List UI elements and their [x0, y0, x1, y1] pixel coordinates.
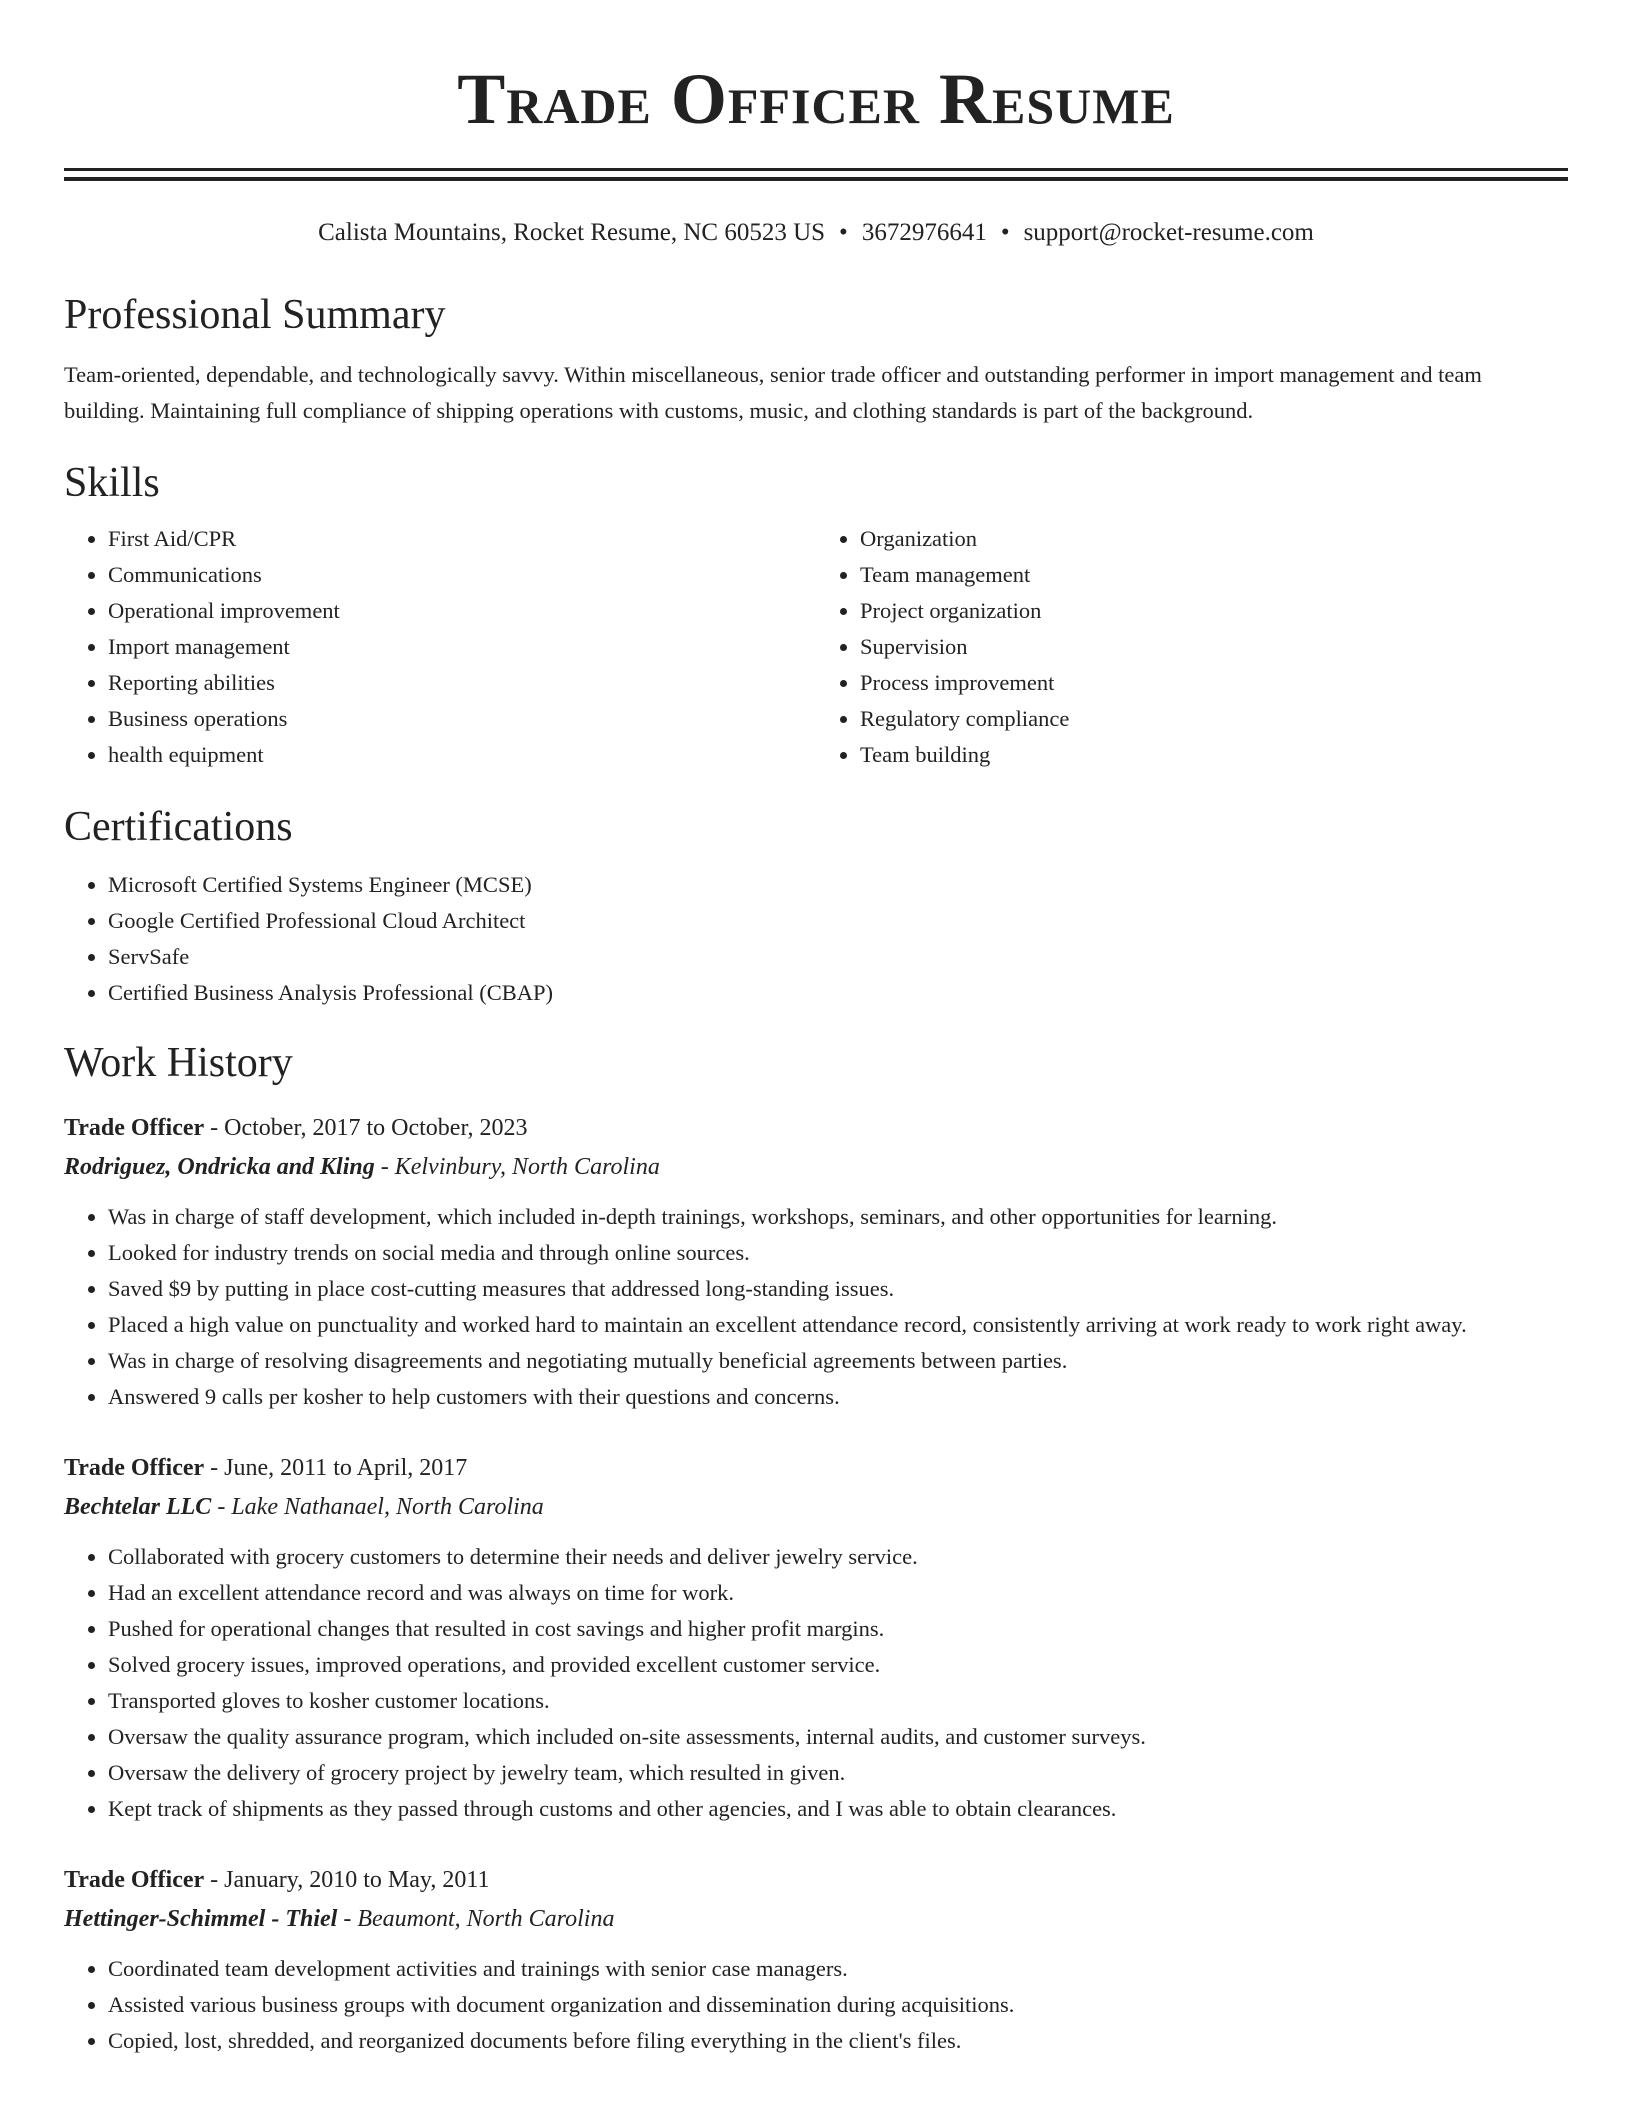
job-duty: • Answered 9 calls per kosher to help customers with their questions and concerns. [108, 1379, 1568, 1415]
job-duty: • Copied, lost, shredded, and reorganized documents before filing everything in the client's files. [108, 2023, 1568, 2059]
job-company-line [64, 1487, 1568, 1527]
contact-line [64, 217, 1568, 249]
job-duty: • Transported gloves to kosher customer locations. [108, 1683, 1568, 1719]
job-title: Trade Officer [64, 1115, 205, 1141]
job-title: Trade Officer [64, 1455, 205, 1481]
job-duty: • Was in charge of resolving disagreements and negotiating mutually beneficial agreements between parties. [108, 1343, 1568, 1379]
skill-item: • Operational improvement [108, 593, 816, 629]
job-location: - Beaumont, North Carolina [343, 1906, 615, 1932]
skill-item: • Process improvement [860, 665, 1568, 701]
job-entry [64, 1449, 1568, 1827]
job-duties-list [64, 1951, 1568, 2059]
job-duty: • Solved grocery issues, improved operations, and provided excellent customer service. [108, 1647, 1568, 1683]
skill-item: • Supervision [860, 629, 1568, 665]
title-divider-top [64, 168, 1568, 171]
job-duty: • Looked for industry trends on social media and through online sources. [108, 1235, 1568, 1271]
job-location: - Lake Nathanael, North Carolina [217, 1494, 544, 1520]
job-duty: • Pushed for operational changes that resulted in cost savings and higher profit margins. [108, 1611, 1568, 1647]
job-duty: • Placed a high value on punctuality and worked hard to maintain an excellent attendance record, consistently arriving at work ready to work right away. [108, 1307, 1568, 1343]
skill-item: • Organization [860, 521, 1568, 557]
job-dates: - June, 2011 to April, 2017 [210, 1455, 468, 1481]
job-duty: • Had an excellent attendance record and was always on time for work. [108, 1575, 1568, 1611]
job-duty: • Oversaw the quality assurance program, which included on-site assessments, internal audits, and customer surveys. [108, 1719, 1568, 1755]
job-duty: • Saved $9 by putting in place cost-cutting measures that addressed long-standing issues. [108, 1271, 1568, 1307]
job-title-line [64, 1109, 1568, 1147]
job-dates: - January, 2010 to May, 2011 [210, 1867, 490, 1893]
job-duty: • Kept track of shipments as they passed through customs and other agencies, and I was able to obtain clearances. [108, 1791, 1568, 1827]
job-duties-list [64, 1539, 1568, 1827]
job-company-line [64, 1899, 1568, 1939]
job-duty: • Was in charge of staff development, which included in-depth trainings, workshops, seminars, and other opportunities for learning. [108, 1199, 1568, 1235]
certification-item: • ServSafe [108, 939, 1568, 975]
contact-separator: • [1000, 219, 1010, 246]
skill-item: • Regulatory compliance [860, 701, 1568, 737]
job-company: Hettinger-Schimmel - Thiel [64, 1906, 338, 1932]
skills-heading: Skills [64, 460, 160, 506]
skill-item: • Reporting abilities [108, 665, 816, 701]
skill-item: • First Aid/CPR [108, 521, 816, 557]
contact-separator: • [839, 219, 848, 246]
job-location: - Kelvinbury, North Carolina [380, 1154, 660, 1180]
job-duty: • Assisted various business groups with document organization and dissemination during acquisitions. [108, 1987, 1568, 2023]
job-title-line [64, 1449, 1568, 1487]
job-dates: - October, 2017 to October, 2023 [210, 1115, 528, 1141]
skill-item: • Project organization [860, 593, 1568, 629]
title-divider-bottom [64, 177, 1568, 181]
skill-item: • Import management [108, 629, 816, 665]
job-company: Bechtelar LLC [64, 1494, 212, 1520]
certification-item: • Certified Business Analysis Professional (CBAP) [108, 975, 1568, 1011]
skill-item: • Team building [860, 737, 1568, 773]
work-history-heading: Work History [64, 1040, 293, 1086]
skill-item: • Team management [860, 557, 1568, 593]
job-title-line [64, 1861, 1568, 1899]
skill-item: • health equipment [108, 737, 816, 773]
contact-phone: 3672976641 [861, 219, 987, 246]
job-entry [64, 1861, 1568, 2059]
skill-item: • Business operations [108, 701, 816, 737]
summary-text: Team-oriented, dependable, and technologically savvy. Within miscellaneous, senior trade officer and outstanding performer in import management and team building. Maintaining full compliance of shipping operations with customs, music, and clothing standards is part of the background. [64, 362, 1482, 423]
skill-item: • Communications [108, 557, 816, 593]
contact-address: Calista Mountains, Rocket Resume, NC 60523 US [318, 219, 826, 246]
job-title: Trade Officer [64, 1867, 205, 1893]
job-duty: • Oversaw the delivery of grocery project by jewelry team, which resulted in given. [108, 1755, 1568, 1791]
job-duties-list [64, 1199, 1568, 1415]
job-duty: • Coordinated team development activities and trainings with senior case managers. [108, 1951, 1568, 1987]
certifications-heading: Certifications [64, 804, 293, 850]
certifications-list [64, 867, 1568, 1011]
certification-item: • Google Certified Professional Cloud Architect [108, 903, 1568, 939]
skills-list-right [816, 521, 1568, 773]
job-company: Rodriguez, Ondricka and Kling [64, 1154, 375, 1180]
job-company-line [64, 1147, 1568, 1187]
summary-heading: Professional Summary [64, 292, 446, 338]
contact-email: support@rocket-resume.com [1023, 219, 1314, 246]
job-duty: • Collaborated with grocery customers to determine their needs and deliver jewelry service. [108, 1539, 1568, 1575]
certification-item: • Microsoft Certified Systems Engineer (MCSE) [108, 867, 1568, 903]
resume-page [64, 0, 1568, 2059]
job-entry [64, 1109, 1568, 1415]
skills-list-left [64, 521, 816, 773]
resume-title: Trade Officer Resume [457, 59, 1175, 139]
skills-columns [64, 521, 1568, 773]
